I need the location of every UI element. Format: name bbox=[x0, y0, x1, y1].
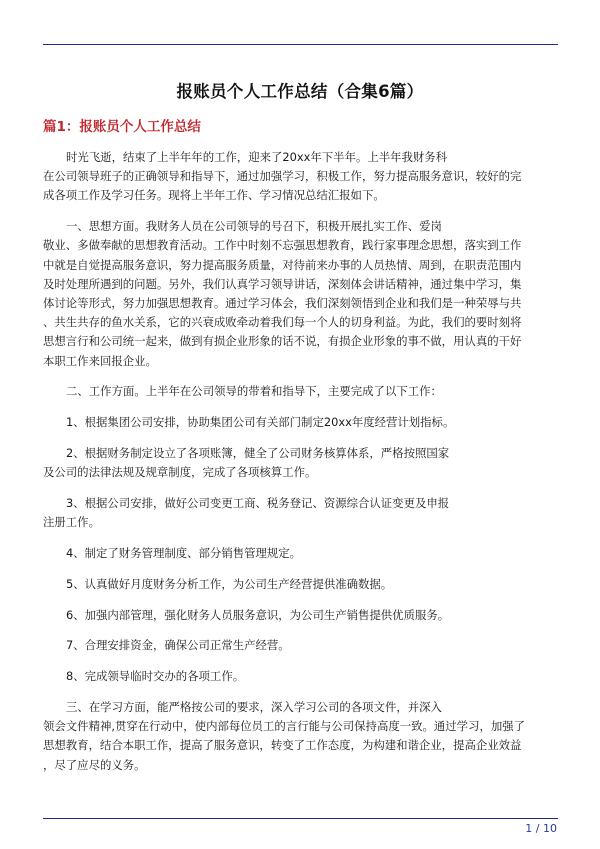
paragraph bbox=[43, 544, 558, 563]
paragraph bbox=[43, 636, 558, 655]
paragraph bbox=[43, 413, 558, 432]
paragraph bbox=[43, 148, 558, 206]
paragraph bbox=[43, 606, 558, 625]
paragraph-line: 三、在学习方面，能严格按公司的要求，深入学习公司的各项文件，并深入 bbox=[66, 700, 442, 714]
paragraph-line: 领会文件精神,贯穿在行动中，使内部每位员工的言行能与公司保持高度一致。通过学习，加强了 bbox=[43, 719, 526, 734]
paragraph-line: 及时处理所遇到的问题。另外，我们认真学习领导讲话，深刻体会讲话精神，通过集中学习，集 bbox=[43, 276, 522, 291]
footer-rule bbox=[43, 818, 558, 819]
page-number: 1 / 10 bbox=[525, 822, 557, 835]
paragraph bbox=[43, 217, 558, 371]
paragraph-line: 二、工作方面。上半年在公司领导的带着和指导下，主要完成了以下工作： bbox=[66, 384, 442, 399]
paragraph-line: 中就是自觉提高服务意识，努力提高服务质量，对待前来办事的人员热情、周到，在职责范围内 bbox=[43, 257, 522, 272]
paragraph-line: 体讨论等形式，努力加强思想教育。通过学习体会，我们深刻领悟到企业和我们是一种荣辱与共 bbox=[43, 296, 522, 311]
document-title: 报账员个人工作总结（合集6篇） bbox=[176, 82, 424, 101]
paragraph-line: 思想教育，结合本职工作，提高了服务意识，转变了工作态度，为构建和谐企业，提高企业效益 bbox=[43, 738, 522, 753]
paragraph-line: 2、根据财务制定设立了各项账簿，健全了公司财务核算体系，严格按照国家 bbox=[66, 446, 450, 461]
header-rule bbox=[43, 44, 558, 45]
paragraph-line: 、共生共存的鱼水关系，它的兴衰成败牵动着我们每一个人的切身利益。为此，我们的要时刻将 bbox=[43, 315, 522, 330]
paragraph bbox=[43, 698, 558, 775]
paragraph bbox=[43, 382, 558, 401]
paragraph-line: 8、完成领导临时交办的各项工作。 bbox=[66, 669, 245, 684]
document-body bbox=[43, 148, 558, 786]
section-heading: 篇1：报账员个人工作总结 bbox=[43, 119, 201, 135]
paragraph-line: 及公司的法律法规及规章制度，完成了各项核算工作。 bbox=[43, 465, 317, 480]
paragraph bbox=[43, 494, 558, 532]
paragraph-line: ，尽了应尽的义务。 bbox=[43, 757, 146, 772]
paragraph bbox=[43, 444, 558, 482]
paragraph-line: 敬业、多做奉献的思想教育活动。工作中时刻不忘强思想教育，践行家事理念思想，落实到工作 bbox=[43, 238, 522, 253]
paragraph-line: 3、根据公司安排，做好公司变更工商、税务登记、资源综合认证变更及申报 bbox=[66, 496, 450, 511]
paragraph-line: 一、思想方面。我财务人员在公司领导的号召下，积极开展扎实工作、爱岗 bbox=[66, 219, 442, 234]
paragraph-line: 在公司领导班子的正确领导和指导下，通过加强学习，积极工作，努力提高服务意识，较好的完 bbox=[43, 169, 522, 184]
paragraph-line: 思想言行和公司统一起来，做到有损企业形象的话不说，有损企业形象的事不做，用认真的干好 bbox=[43, 334, 522, 349]
paragraph-line: 5、认真做好月度财务分析工作，为公司生产经营提供准确数据。 bbox=[66, 576, 393, 591]
paragraph-line: 4、制定了财务管理制度、部分销售管理规定。 bbox=[66, 546, 302, 561]
paragraph-line: 本职工作来回报企业。 bbox=[43, 353, 157, 368]
paragraph bbox=[43, 575, 558, 594]
paragraph-line: 注册工作。 bbox=[43, 515, 100, 530]
paragraph-line: 6、加强内部管理，强化财务人员服务意识，为公司生产销售提供优质服务。 bbox=[66, 607, 450, 622]
paragraph-line: 时光飞逝，结束了上半年年的工作，迎来了20xx年下半年。上半年我财务科 bbox=[66, 150, 448, 164]
paragraph bbox=[43, 667, 558, 686]
paragraph-line: 成各项工作及学习任务。现将上半年工作、学习情况总结汇报如下。 bbox=[43, 188, 385, 203]
paragraph-line: 1、根据集团公司安排，协助集团公司有关部门制定20xx年度经营计划指标。 bbox=[66, 415, 455, 430]
paragraph-line: 7、合理安排资金，确保公司正常生产经营。 bbox=[66, 638, 290, 653]
